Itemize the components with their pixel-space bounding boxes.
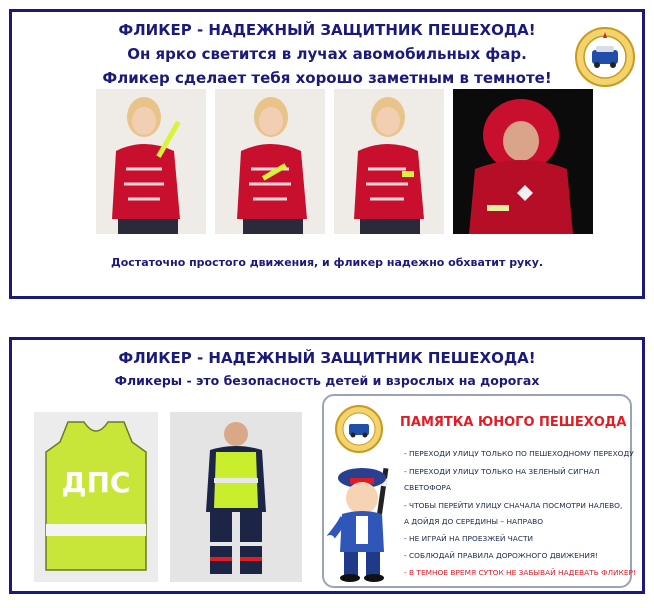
pedestrian-memo-poster	[322, 394, 636, 588]
memo-rule: - СОБЛЮДАЙ ПРАВИЛА ДОРОЖНОГО ДВИЖЕНИЯ!	[404, 551, 599, 560]
panel1-caption: Достаточно простого движения, и фликер надежно обхватит руку.	[110, 256, 544, 269]
girl-photo-1	[96, 89, 206, 234]
panel2-title: ФЛИКЕР - НАДЕЖНЫЙ ЗАЩИТНИК ПЕШЕХОДА!	[118, 349, 536, 367]
officer-photo	[170, 412, 302, 582]
memo-rule: - НЕ ИГРАЙ НА ПРОЕЗЖЕЙ ЧАСТИ	[404, 534, 534, 543]
memo-title: ПАМЯТКА ЮНОГО ПЕШЕХОДА	[400, 415, 627, 430]
panel1-title: ФЛИКЕР - НАДЕЖНЫЙ ЗАЩИТНИК ПЕШЕХОДА!	[118, 21, 536, 39]
dps-vest-photo	[34, 412, 158, 582]
panel2-subtitle: Фликеры - это безопасность детей и взрослых на дорогах	[114, 373, 540, 388]
panel1-line2: Он ярко светится в лучах авомобильных фар.	[127, 45, 527, 63]
memo-rule: - ПЕРЕХОДИ УЛИЦУ ТОЛЬКО НА ЗЕЛЕНЫЙ СИГНАЛ	[404, 467, 600, 476]
memo-rule: - ПЕРЕХОДИ УЛИЦУ ТОЛЬКО ПО ПЕШЕХОДНОМУ ПЕРЕХОДУ	[404, 449, 634, 458]
flicker-info-panel-1	[9, 9, 645, 299]
girl-photo-2	[215, 89, 325, 234]
vest-text: ДПС	[61, 466, 131, 499]
memo-rule: А ДОЙДЯ ДО СЕРЕДИНЫ – НАПРАВО	[404, 517, 544, 526]
child-night-photo	[453, 89, 593, 234]
memo-rule: СВЕТОФОРА	[404, 483, 451, 492]
memo-rule-warning: - В ТЕМНОЕ ВРЕМЯ СУТОК НЕ ЗАБЫВАЙ НАДЕВАТЬ ФЛИКЕР!	[404, 568, 636, 577]
panel1-line3: Фликер сделает тебя хорошо заметным в темноте!	[102, 69, 552, 87]
gai-emblem-icon	[574, 26, 636, 92]
memo-rule: - ЧТОБЫ ПЕРЕЙТИ УЛИЦУ СНАЧАЛА ПОСМОТРИ НАЛЕВО,	[404, 501, 623, 510]
girl-photo-3	[334, 89, 444, 234]
flicker-info-panel-2	[9, 337, 645, 594]
gai-emblem-small-icon	[334, 404, 384, 458]
police-cartoon-icon	[326, 456, 404, 588]
